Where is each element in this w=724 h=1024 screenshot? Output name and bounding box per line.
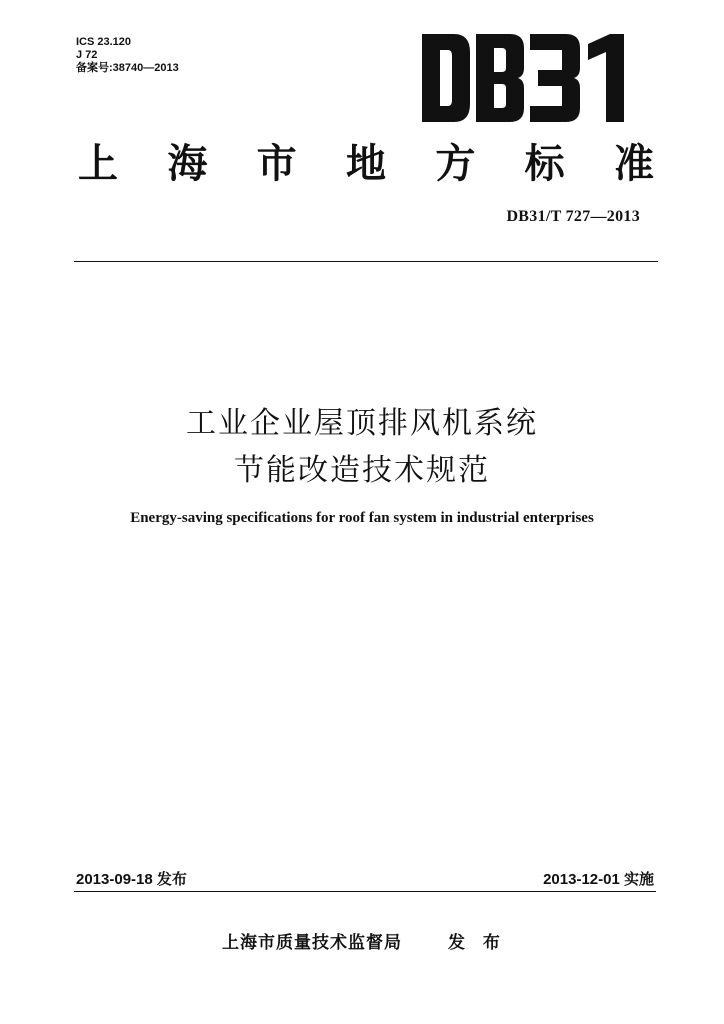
implementation-date: 2013-12-01 实施 (543, 871, 654, 888)
standard-code: DB31/T 727—2013 (506, 208, 640, 225)
header-char: 准 (613, 140, 654, 187)
title-zh-line1: 工业企业屋顶排风机系统 (186, 406, 538, 441)
bottom-divider (74, 891, 656, 892)
db31-logo (420, 30, 632, 126)
title-zh-line2: 节能改造技术规范 (234, 453, 490, 488)
header-char: 方 (435, 140, 476, 187)
header-char: 市 (256, 140, 297, 187)
classification-block (76, 36, 179, 75)
classification-code: J 72 (76, 49, 98, 61)
header-char: 标 (524, 140, 565, 187)
title-en: Energy-saving specifications for roof fan system in industrial enterprises (130, 510, 594, 526)
issue-date: 2013-09-18 发布 (76, 871, 187, 888)
top-divider (74, 261, 658, 262)
header-char: 地 (345, 140, 386, 187)
header-char: 海 (167, 140, 208, 187)
logo-digit-1 (588, 34, 624, 122)
ics-code: ICS 23.120 (76, 36, 132, 48)
publish-action: 发 布 (448, 933, 506, 953)
header-char: 上 (78, 140, 118, 187)
standard-type-title (78, 140, 654, 188)
publisher-name: 上海市质量技术监督局 (222, 933, 402, 953)
logo-letter-d (422, 34, 470, 122)
logo-letter-b (476, 34, 524, 122)
record-number: 备案号:38740—2013 (76, 62, 179, 74)
logo-digit-3 (530, 34, 580, 122)
